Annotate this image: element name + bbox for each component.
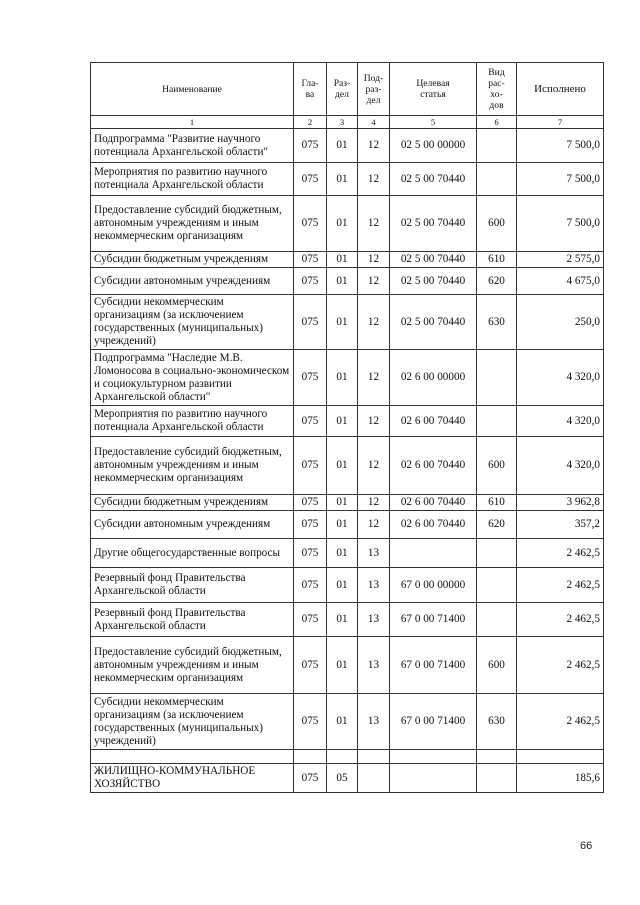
row-ispolneno-cell: 2 462,5: [517, 539, 604, 568]
table-row: [91, 637, 604, 694]
table-row: [91, 568, 604, 603]
budget-table: [90, 62, 604, 793]
row-podrazdel-cell: 12: [358, 268, 390, 295]
row-vid-cell: 600: [477, 437, 517, 495]
row-name-cell: Субсидии бюджетным учреждениям: [91, 252, 294, 268]
header-number: 5: [390, 116, 477, 129]
row-podrazdel-cell: 13: [358, 539, 390, 568]
row-name-cell: [91, 750, 294, 764]
row-vid-cell: 620: [477, 268, 517, 295]
row-glava-cell: 075: [294, 350, 327, 406]
row-ispolneno-cell: 250,0: [517, 295, 604, 350]
header-glava: Гла- ва: [294, 63, 327, 116]
row-statya-cell: 02 6 00 70440: [390, 406, 477, 437]
row-glava-cell: 075: [294, 694, 327, 750]
row-glava-cell: [294, 750, 327, 764]
row-podrazdel-cell: 12: [358, 196, 390, 252]
table-row: [91, 295, 604, 350]
row-razdel-cell: 01: [327, 637, 358, 694]
row-statya-cell: 67 0 00 00000: [390, 568, 477, 603]
row-glava-cell: 075: [294, 568, 327, 603]
row-vid-cell: 610: [477, 252, 517, 268]
header-razdel: Раз- дел: [327, 63, 358, 116]
header-number: 6: [477, 116, 517, 129]
row-ispolneno-cell: 2 575,0: [517, 252, 604, 268]
row-name-cell: Мероприятия по развитию научного потенциала Архангельской области: [91, 406, 294, 437]
row-glava-cell: 075: [294, 603, 327, 637]
row-vid-cell: [477, 406, 517, 437]
row-glava-cell: 075: [294, 196, 327, 252]
row-vid-cell: [477, 764, 517, 793]
row-statya-cell: [390, 539, 477, 568]
table-row: [91, 750, 604, 764]
row-vid-cell: 630: [477, 694, 517, 750]
header-vid: Вид рас- хо- дов: [477, 63, 517, 116]
row-name-cell: Предоставление субсидий бюджетным, автономным учреждениям и иным некоммерческим организациям: [91, 196, 294, 252]
table-row: [91, 437, 604, 495]
row-podrazdel-cell: 13: [358, 694, 390, 750]
row-name-cell: Мероприятия по развитию научного потенциала Архангельской области: [91, 163, 294, 196]
header-number: 1: [91, 116, 294, 129]
row-podrazdel-cell: 12: [358, 252, 390, 268]
row-podrazdel-cell: 12: [358, 350, 390, 406]
header-number: 3: [327, 116, 358, 129]
row-ispolneno-cell: 2 462,5: [517, 568, 604, 603]
row-vid-cell: [477, 568, 517, 603]
row-statya-cell: 67 0 00 71400: [390, 637, 477, 694]
row-ispolneno-cell: 3 962,8: [517, 495, 604, 511]
row-glava-cell: 075: [294, 268, 327, 295]
row-razdel-cell: 01: [327, 295, 358, 350]
table-row: [91, 495, 604, 511]
row-name-cell: Субсидии некоммерческим организациям (за исключением государственных (муниципальных) учреждений): [91, 295, 294, 350]
row-name-cell: Другие общегосударственные вопросы: [91, 539, 294, 568]
row-ispolneno-cell: 4 320,0: [517, 350, 604, 406]
header-name: Наименование: [91, 63, 294, 116]
row-razdel-cell: 01: [327, 196, 358, 252]
table-header-row: [91, 63, 604, 116]
row-podrazdel-cell: 12: [358, 163, 390, 196]
row-name-cell: Подпрограмма "Наследие М.В. Ломоносова в социально-экономическом и социокультурном развитии Архангельской области": [91, 350, 294, 406]
row-vid-cell: 600: [477, 196, 517, 252]
row-razdel-cell: 01: [327, 511, 358, 539]
row-statya-cell: 02 5 00 70440: [390, 252, 477, 268]
row-statya-cell: 02 6 00 00000: [390, 350, 477, 406]
row-glava-cell: 075: [294, 163, 327, 196]
row-podrazdel-cell: [358, 764, 390, 793]
row-podrazdel-cell: 13: [358, 637, 390, 694]
row-name-cell: Субсидии автономным учреждениям: [91, 511, 294, 539]
row-statya-cell: [390, 750, 477, 764]
row-ispolneno-cell: 4 320,0: [517, 437, 604, 495]
row-razdel-cell: 01: [327, 603, 358, 637]
row-vid-cell: 610: [477, 495, 517, 511]
row-statya-cell: 02 5 00 70440: [390, 196, 477, 252]
row-statya-cell: 02 5 00 70440: [390, 163, 477, 196]
row-razdel-cell: 01: [327, 437, 358, 495]
table-row: [91, 406, 604, 437]
row-name-cell: Предоставление субсидий бюджетным, автономным учреждениям и иным некоммерческим организациям: [91, 637, 294, 694]
row-ispolneno-cell: 7 500,0: [517, 129, 604, 163]
table-row: [91, 129, 604, 163]
row-razdel-cell: 01: [327, 568, 358, 603]
row-vid-cell: [477, 750, 517, 764]
row-podrazdel-cell: 12: [358, 129, 390, 163]
row-ispolneno-cell: 4 675,0: [517, 268, 604, 295]
row-statya-cell: 02 5 00 70440: [390, 268, 477, 295]
table-row: [91, 350, 604, 406]
row-vid-cell: [477, 350, 517, 406]
header-number-row: [91, 116, 604, 129]
row-glava-cell: 075: [294, 129, 327, 163]
row-razdel-cell: 05: [327, 764, 358, 793]
row-statya-cell: 02 6 00 70440: [390, 495, 477, 511]
row-podrazdel-cell: 12: [358, 437, 390, 495]
row-glava-cell: 075: [294, 406, 327, 437]
header-podrazdel: Под- раз- дел: [358, 63, 390, 116]
row-glava-cell: 075: [294, 437, 327, 495]
row-glava-cell: 075: [294, 495, 327, 511]
row-name-cell: Предоставление субсидий бюджетным, автономным учреждениям и иным некоммерческим организациям: [91, 437, 294, 495]
row-glava-cell: 075: [294, 511, 327, 539]
row-podrazdel-cell: 12: [358, 511, 390, 539]
row-podrazdel-cell: [358, 750, 390, 764]
row-statya-cell: 02 5 00 70440: [390, 295, 477, 350]
table-row: [91, 539, 604, 568]
row-name-cell: Подпрограмма "Развитие научного потенциала Архангельской области": [91, 129, 294, 163]
row-razdel-cell: 01: [327, 350, 358, 406]
row-podrazdel-cell: 13: [358, 568, 390, 603]
row-razdel-cell: 01: [327, 163, 358, 196]
row-razdel-cell: 01: [327, 406, 358, 437]
row-razdel-cell: [327, 750, 358, 764]
row-ispolneno-cell: 4 320,0: [517, 406, 604, 437]
row-razdel-cell: 01: [327, 252, 358, 268]
row-name-cell: ЖИЛИЩНО-КОММУНАЛЬНОЕ ХОЗЯЙСТВО: [91, 764, 294, 793]
row-statya-cell: 02 6 00 70440: [390, 511, 477, 539]
header-ispolneno: Исполнено: [517, 63, 604, 116]
row-statya-cell: 02 6 00 70440: [390, 437, 477, 495]
row-glava-cell: 075: [294, 539, 327, 568]
row-vid-cell: [477, 603, 517, 637]
table-row: [91, 268, 604, 295]
header-number: 4: [358, 116, 390, 129]
row-vid-cell: 620: [477, 511, 517, 539]
row-glava-cell: 075: [294, 252, 327, 268]
table-row: [91, 163, 604, 196]
row-vid-cell: [477, 129, 517, 163]
row-name-cell: Резервный фонд Правительства Архангельской области: [91, 603, 294, 637]
row-ispolneno-cell: 2 462,5: [517, 637, 604, 694]
row-ispolneno-cell: 2 462,5: [517, 603, 604, 637]
row-statya-cell: 67 0 00 71400: [390, 694, 477, 750]
header-statya: Целевая статья: [390, 63, 477, 116]
table-row: [91, 764, 604, 793]
table-row: [91, 694, 604, 750]
row-podrazdel-cell: 12: [358, 406, 390, 437]
row-glava-cell: 075: [294, 637, 327, 694]
row-podrazdel-cell: 12: [358, 495, 390, 511]
table-row: [91, 252, 604, 268]
row-ispolneno-cell: 7 500,0: [517, 163, 604, 196]
table-row: [91, 603, 604, 637]
row-vid-cell: [477, 163, 517, 196]
row-name-cell: Субсидии бюджетным учреждениям: [91, 495, 294, 511]
row-razdel-cell: 01: [327, 694, 358, 750]
row-statya-cell: 67 0 00 71400: [390, 603, 477, 637]
row-podrazdel-cell: 13: [358, 603, 390, 637]
row-ispolneno-cell: [517, 750, 604, 764]
row-statya-cell: 02 5 00 00000: [390, 129, 477, 163]
row-vid-cell: 600: [477, 637, 517, 694]
row-vid-cell: 630: [477, 295, 517, 350]
row-ispolneno-cell: 185,6: [517, 764, 604, 793]
row-statya-cell: [390, 764, 477, 793]
row-ispolneno-cell: 7 500,0: [517, 196, 604, 252]
row-podrazdel-cell: 12: [358, 295, 390, 350]
row-name-cell: Резервный фонд Правительства Архангельской области: [91, 568, 294, 603]
row-glava-cell: 075: [294, 764, 327, 793]
row-ispolneno-cell: 2 462,5: [517, 694, 604, 750]
page-number: 66: [580, 840, 593, 852]
row-razdel-cell: 01: [327, 495, 358, 511]
table-row: [91, 511, 604, 539]
row-razdel-cell: 01: [327, 129, 358, 163]
row-razdel-cell: 01: [327, 539, 358, 568]
row-glava-cell: 075: [294, 295, 327, 350]
row-name-cell: Субсидии некоммерческим организациям (за исключением государственных (муниципальных) учреждений): [91, 694, 294, 750]
header-number: 7: [517, 116, 604, 129]
table-row: [91, 196, 604, 252]
row-vid-cell: [477, 539, 517, 568]
row-razdel-cell: 01: [327, 268, 358, 295]
header-number: 2: [294, 116, 327, 129]
row-name-cell: Субсидии автономным учреждениям: [91, 268, 294, 295]
row-ispolneno-cell: 357,2: [517, 511, 604, 539]
